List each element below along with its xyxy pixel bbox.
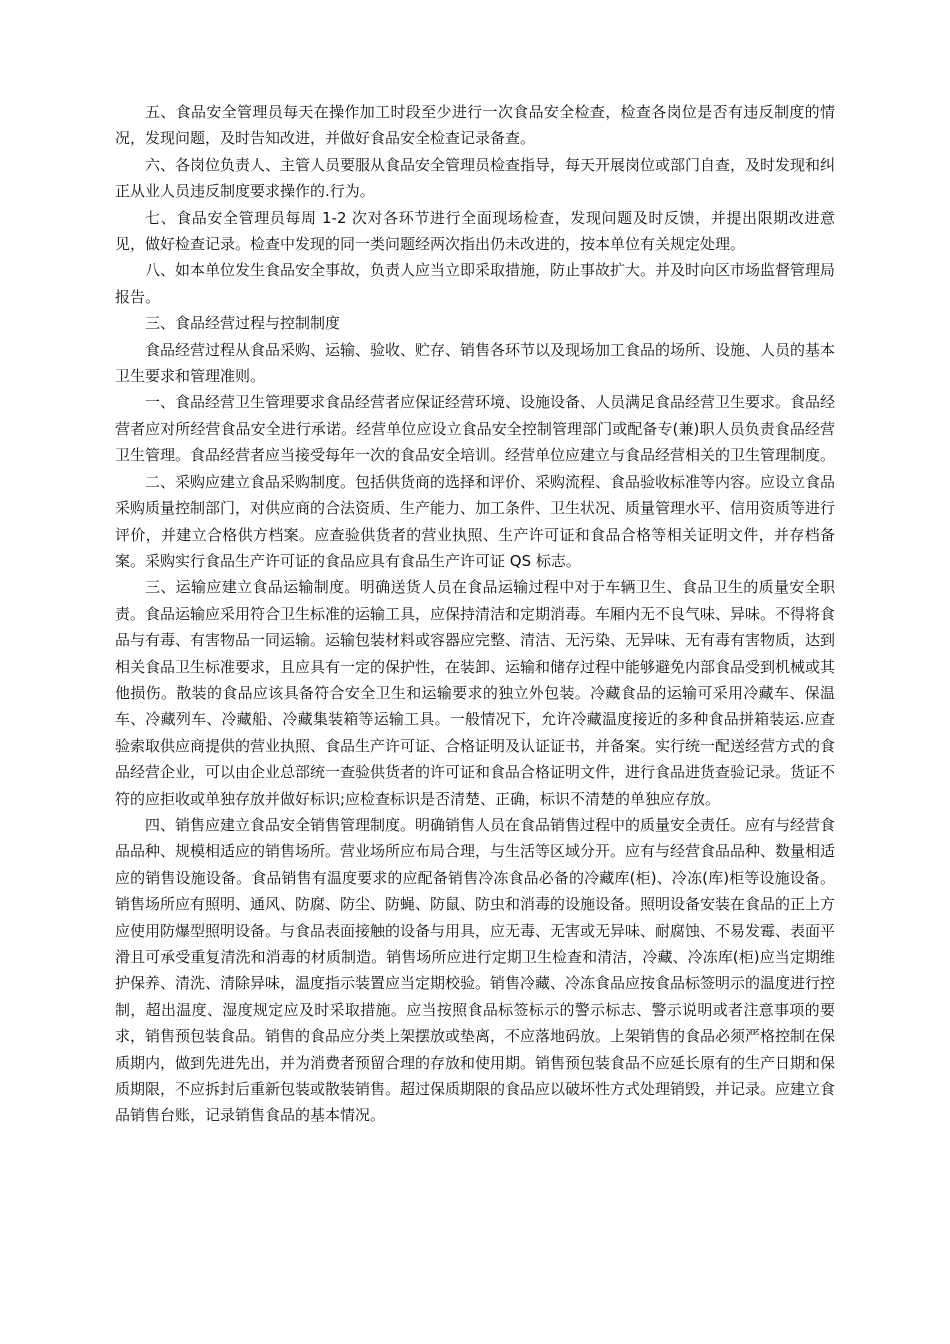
paragraph-item-5: 五、食品安全管理员每天在操作加工时段至少进行一次食品安全检查，检查各岗位是否有违反制度的情况，发现问题，及时告知改进，并做好食品安全检查记录备查。	[115, 103, 835, 148]
paragraph-item-6: 六、各岗位负责人、主管人员要服从食品安全管理员检查指导，每天开展岗位或部门自查，及时发现和纠正从业人员违反制度要求操作的.行为。	[115, 155, 836, 201]
paragraph-transport: 三、运输应建立食品运输制度。明确送货人员在食品运输过程中对于车辆卫生、食品卫生的质量安全职责。食品运输应采用符合卫生标准的运输工具，应保持清洁和定期消毒。车厢内无不良气味、异味。不得将食品与有毒、有害物品一同运输。运输包装材料或容器应完整、清洁、无污染、无异味、无有毒有害物质，达到相关食品卫生标准要求，且应具有一定的保护性，在装卸、运输和储存过程中能够避免内部食品受到机械或其他损伤。散装的食品应该具备符合安全卫生和运输要求的独立外包装。冷藏食品的运输可采用冷藏车、保温车、冷藏列车、冷藏船、冷藏集装箱等运输工具。一般情况下，允许冷藏温度接近的多种食品拼箱装运.应查验索取供应商提供的营业执照、食品生产许可证、合格证明及认证证书，并备案。实行统一配送经营方式的食品经营企业，可以由企业总部统一查验供货者的许可证和食品合格证明文件，进行食品进货查验记录。货证不符的应拒收或单独存放并做好标识;应检查标识是否清楚、正确，标识不清楚的单独应存放。	[115, 578, 836, 808]
document-body	[115, 99, 835, 1129]
paragraph-purchasing: 二、采购应建立食品采购制度。包括供货商的选择和评价、采购流程、食品验收标准等内容。应设立食品采购质量控制部门，对供应商的合法资质、生产能力、加工条件、卫生状况、质量管理水平、信用资质等进行评价，并建立合格供方档案。应查验供货者的营业执照、生产许可证和食品合格等相关证明文件，并存档备案。采购实行食品生产许可证的食品应具有食品生产许可证 QS 标志。	[115, 472, 836, 570]
paragraph-hygiene: 一、食品经营卫生管理要求食品经营者应保证经营环境、设施设备、人员满足食品经营卫生要求。食品经营者应对所经营食品安全进行承诺。经营单位应设立食品安全控制管理部门或配备专(兼)职人员负责食品经营卫生管理。食品经营者应当接受每年一次的食品安全培训。经营单位应建立与食品经营相关的卫生管理制度。	[115, 393, 836, 465]
paragraph-item-8: 八、如本单位发生食品安全事故，负责人应当立即采取措施，防止事故扩大。并及时向区市场监督管理局报告。	[115, 261, 836, 306]
paragraph-sales: 四、销售应建立食品安全销售管理制度。明确销售人员在食品销售过程中的质量安全责任。应有与经营食品品种、规模相适应的销售场所。营业场所应布局合理，与生活等区域分开。应有与经营食品品种、数量相适应的销售设施设备。食品销售有温度要求的应配备销售冷冻食品必备的冷藏库(柜)、冷冻(库)柜等设施设备。销售场所应有照明、通风、防腐、防尘、防蝇、防鼠、防虫和消毒的设施设备。照明设备安装在食品的正上方应使用防爆型照明设备。与食品表面接触的设备与用具，应无毒、无害或无异味、耐腐蚀、不易发霉、表面平滑且可承受重复清洗和消毒的材质制造。销售场所应进行定期卫生检查和清洁，冷藏、冷冻库(柜)应当定期维护保养、清洗、清除异味，温度指示装置应当定期校验。销售冷藏、冷冻食品应按食品标签明示的温度进行控制，超出温度、湿度规定应及时采取措施。应当按照食品标签标示的警示标志、警示说明或者注意事项的要求，销售预包装食品。销售的食品应分类上架摆放或垫离，不应落地码放。上架销售的食品必须严格控制在保质期内，做到先进先出，并为消费者预留合理的存放和使用期。销售预包装食品不应延长原有的生产日期和保质期限，不应拆封后重新包装或散装销售。超过保质期限的食品应以破坏性方式处理销毁，并记录。应建立食品销售台账，记录销售食品的基本情况。	[115, 815, 836, 1125]
section-heading: 三、食品经营过程与控制制度	[145, 314, 341, 333]
paragraph-item-7: 七、食品安全管理员每周 1-2 次对各环节进行全面现场检查，发现问题及时反馈，并提出限期改进意见，做好检查记录。检查中发现的同一类问题经两次指出仍未改进的，按本单位有关规定处理。	[115, 208, 835, 254]
section-intro: 食品经营过程从食品采购、运输、验收、贮存、销售各环节以及现场加工食品的场所、设施、人员的基本卫生要求和管理准则。	[115, 340, 836, 386]
